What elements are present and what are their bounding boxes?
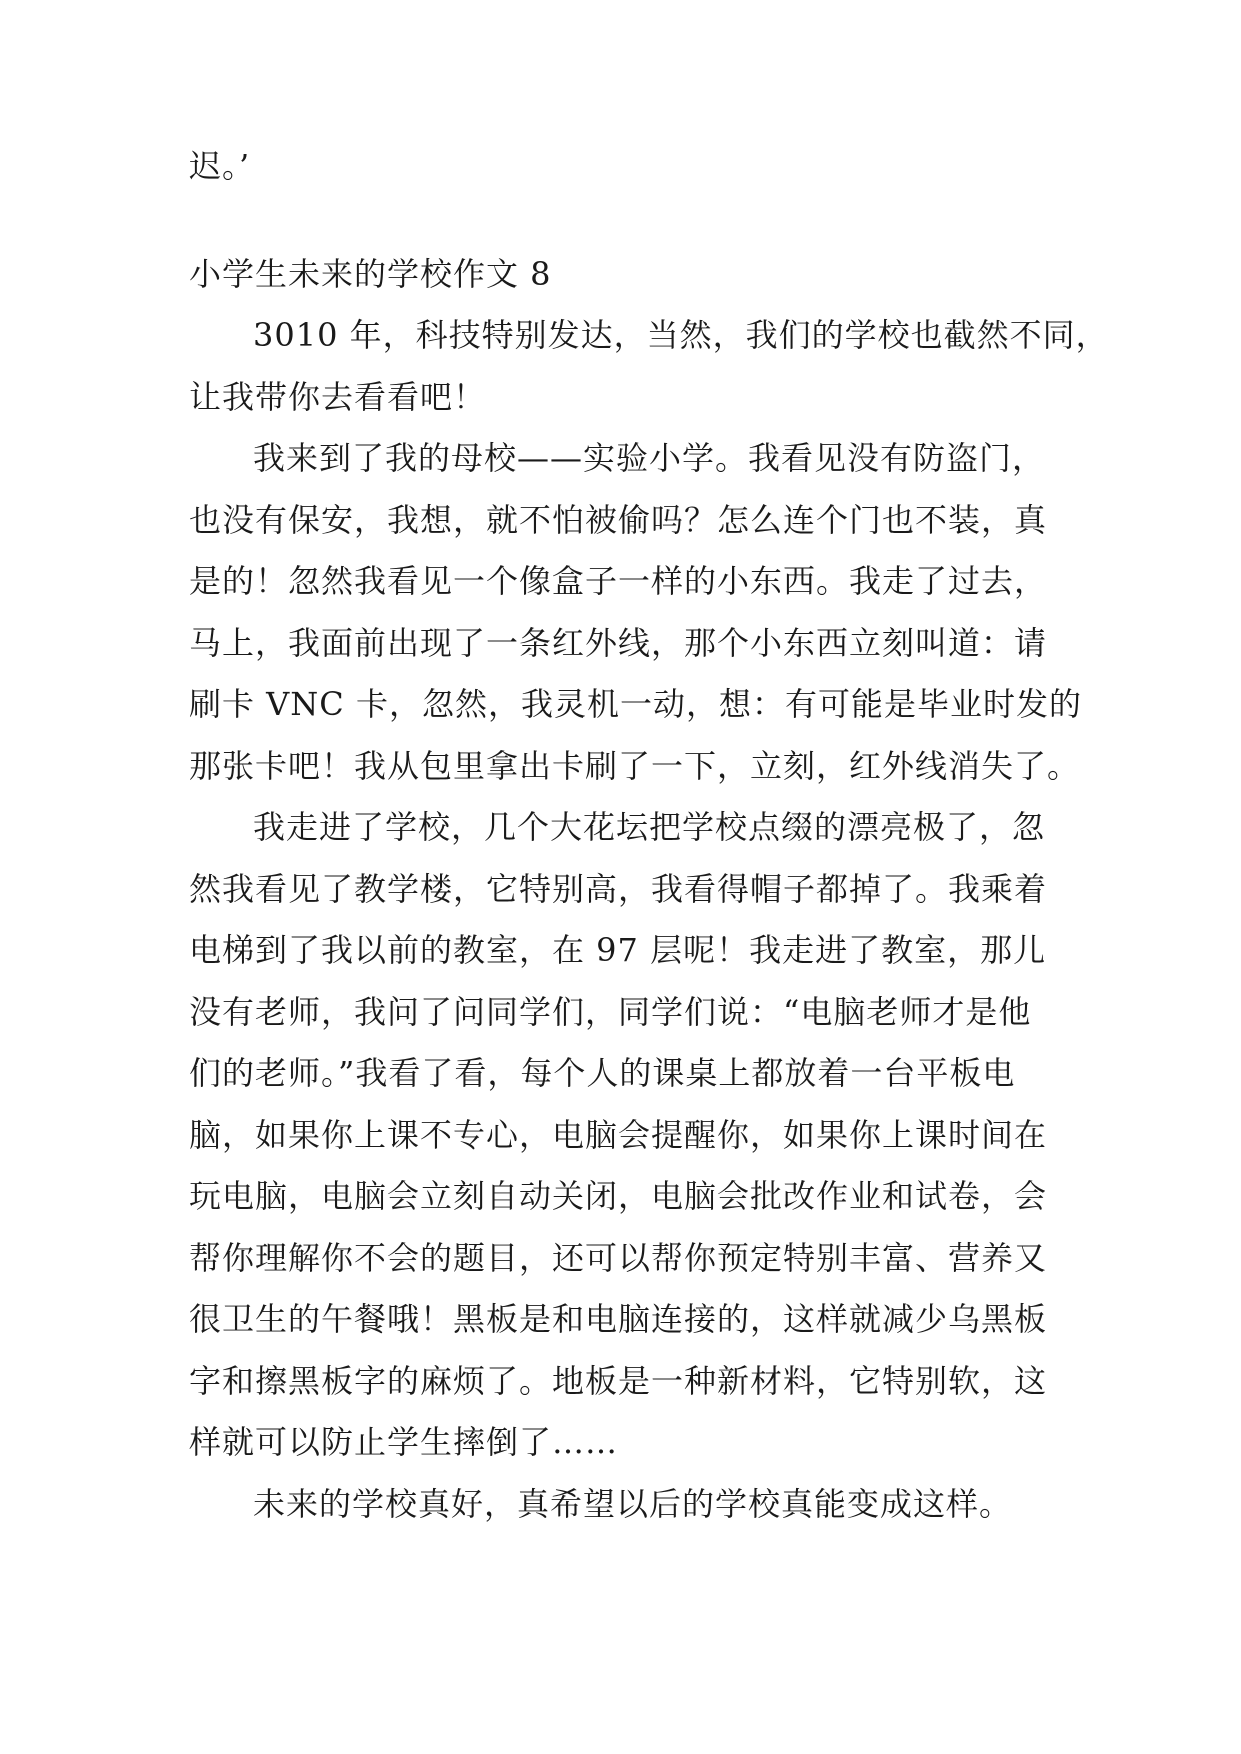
text-line: 3010 年，科技特别发达，当然，我们的学校也截然不同，: [253, 316, 1109, 354]
text-line: 是的！忽然我看见一个像盒子一样的小东西。我走了过去，: [189, 562, 1048, 600]
text-line: 字和擦黑板字的麻烦了。地板是一种新材料，它特别软，这: [189, 1361, 1048, 1400]
text-line: 马上，我面前出现了一条红外线，那个小东西立刻叫道：请: [189, 623, 1048, 662]
continuation-text: [189, 136, 1069, 198]
text-line: 刷卡 VNC 卡，忽然，我灵机一动，想：有可能是毕业时发的: [189, 685, 1082, 723]
text-line: 样就可以防止学生摔倒了……: [189, 1423, 619, 1461]
paragraph-4: [189, 1474, 1069, 1536]
text-line: 脑，如果你上课不专心，电脑会提醒你，如果你上课时间在: [189, 1115, 1048, 1154]
text-line: 没有老师，我问了问同学们，同学们说：“电脑老师才是他: [189, 992, 1032, 1031]
text-line: 迟。’: [189, 147, 251, 185]
section-title: [189, 244, 1069, 306]
paragraph-3: [189, 797, 1069, 1474]
paragraph-1: [189, 305, 1109, 428]
text-line: 那张卡吧！我从包里拿出卡刷了一下，立刻，红外线消失了。: [189, 746, 1081, 785]
text-line: 帮你理解你不会的题目，还可以帮你预定特别丰富、营养又: [189, 1238, 1048, 1277]
text-line: 未来的学校真好，真希望以后的学校真能变成这样。: [253, 1485, 1013, 1523]
text-line: 玩电脑，电脑会立刻自动关闭，电脑会批改作业和试卷，会: [189, 1177, 1048, 1215]
text-line: 我来到了我的母校——实验小学。我看见没有防盗门，: [253, 439, 1046, 477]
text-line: 电梯到了我以前的教室，在 97 层呢！我走进了教室，那儿: [189, 931, 1047, 969]
text-line: 然我看见了教学楼，它特别高，我看得帽子都掉了。我乘着: [189, 869, 1048, 908]
text-line: 也没有保安，我想，就不怕被偷吗？怎么连个门也不装，真: [189, 500, 1048, 539]
text-line: 们的老师。”我看了看，每个人的课桌上都放着一台平板电: [189, 1054, 1016, 1092]
text-line: 很卫生的午餐哦！黑板是和电脑连接的，这样就减少乌黑板: [189, 1300, 1048, 1338]
section-title-text: 小学生未来的学校作文 8: [189, 255, 552, 293]
text-line: 让我带你去看看吧！: [189, 377, 487, 416]
text-line: 我走进了学校，几个大花坛把学校点缀的漂亮极了，忽: [253, 808, 1046, 846]
paragraph-2: [189, 428, 1082, 797]
